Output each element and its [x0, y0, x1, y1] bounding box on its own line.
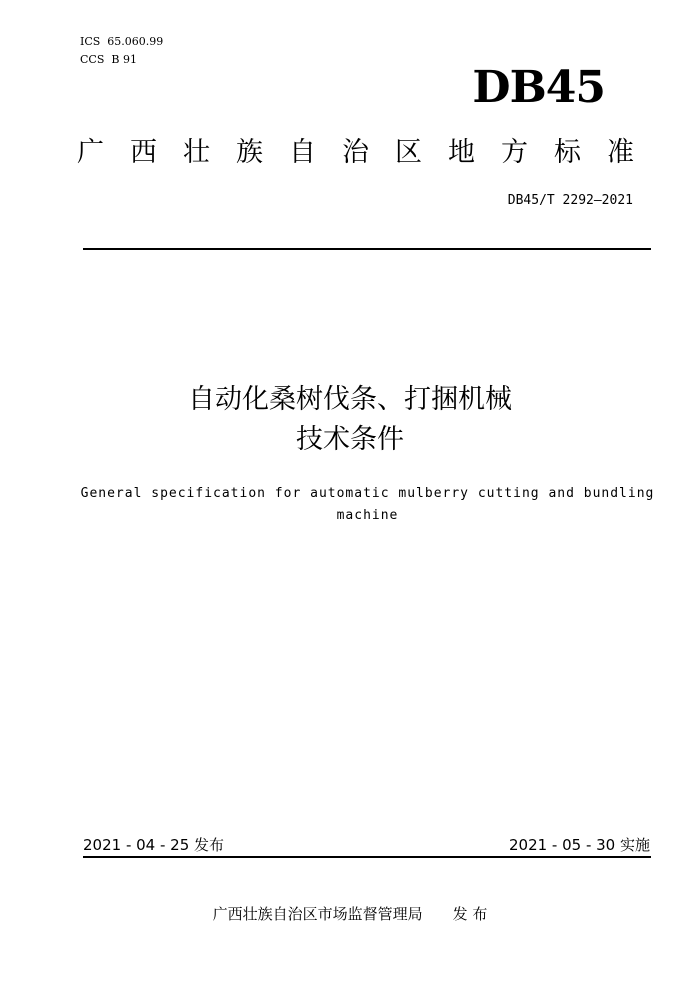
title-cn-line-2: 技术条件: [296, 424, 404, 455]
ccs-code: CCS B 91: [80, 53, 137, 66]
bottom-divider: [83, 856, 651, 858]
db45-logo: DB45: [472, 62, 605, 113]
standard-category-title: 广西壮族自治区地方标准: [77, 137, 660, 168]
issue-date: 2021 - 04 - 25 发布: [83, 836, 225, 854]
title-cn-line-1: 自动化桑树伐条、打捆机械: [188, 384, 512, 415]
document-title-cn: [0, 380, 700, 460]
document-title-en: General specification for automatic mulberry cutting and bundling machine: [80, 486, 655, 523]
implementation-date: 2021 - 05 - 30 实施: [508, 836, 650, 854]
standard-number: DB45/T 2292—2021: [507, 193, 633, 208]
publisher-name: 广西壮族自治区市场监督管理局: [212, 905, 423, 923]
publish-label: 发 布: [452, 905, 488, 923]
top-divider: [83, 248, 651, 250]
ics-code: ICS 65.060.99: [80, 35, 164, 48]
publisher-line: [0, 903, 700, 925]
